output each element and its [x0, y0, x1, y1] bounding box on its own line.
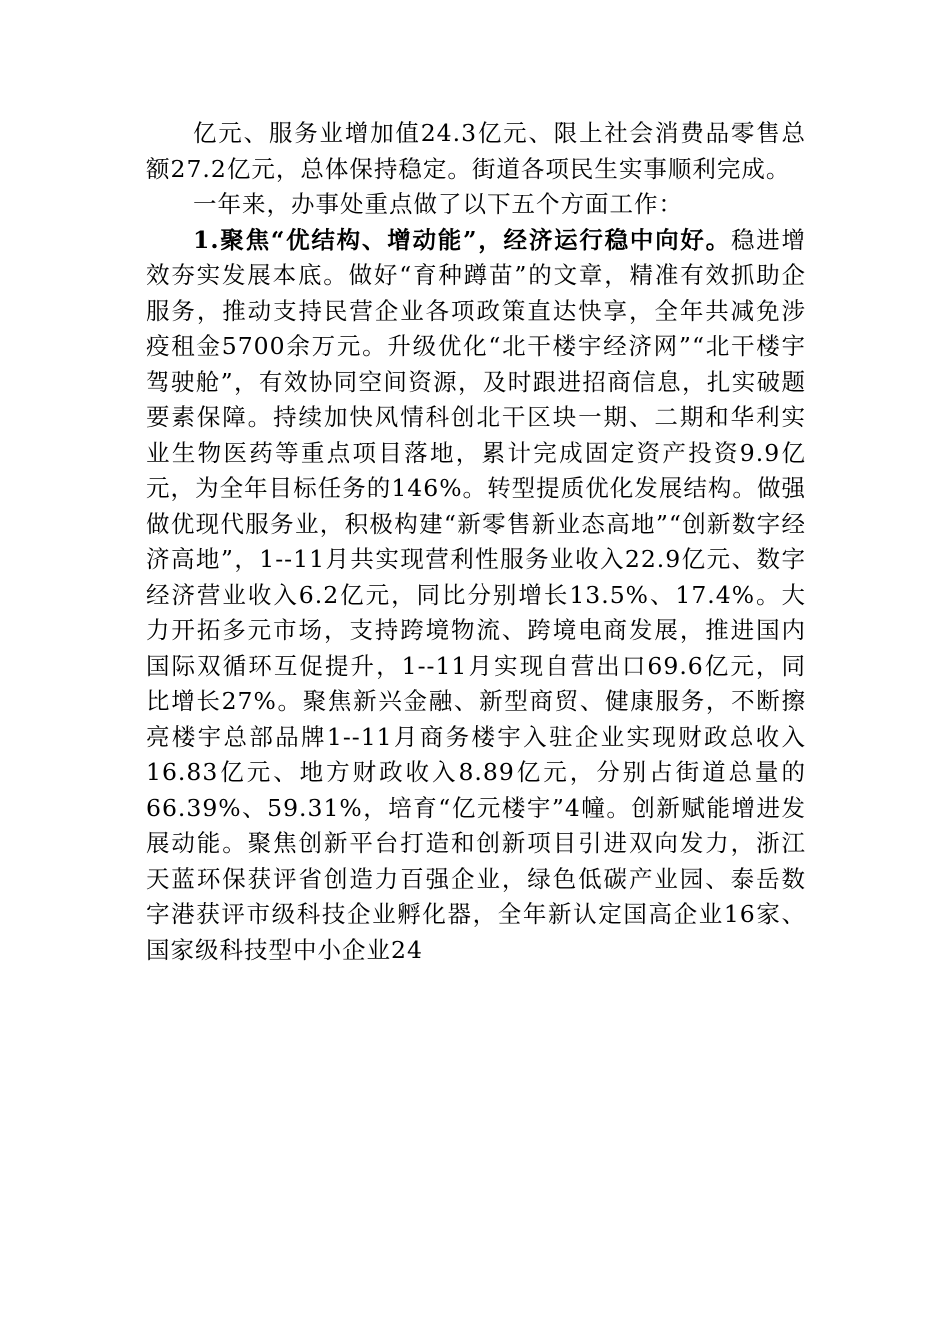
section-heading: 1.聚焦“优结构、增动能”，经济运行稳中向好。 [193, 225, 731, 254]
paragraph-1 [146, 116, 806, 187]
paragraph-2 [146, 187, 806, 223]
paragraph-3 [146, 223, 806, 969]
paragraph-1-text: 亿元、服务业增加值24.3亿元、限上社会消费品零售总额27.2亿元，总体保持稳定。街道各项民生实事顺利完成。 [146, 119, 806, 183]
document-body [146, 116, 806, 968]
paragraph-3-text: 稳进增效夯实发展本底。做好“育种蹲苗”的文章，精准有效抓助企服务，推动支持民营企业各项政策直达快享，全年共减免涉疫租金5700余万元。升级优化“北干楼宇经济网”“北干楼宇驾驶舱”，有效协同空间资源，及时跟进招商信息，扎实破题要素保障。持续加快风情科创北干区块一期、二期和华利实业生物医药等重点项目落地，累计完成固定资产投资9.9亿元，为全年目标任务的146%。转型提质优化发展结构。做强做优现代服务业，积极构建“新零售新业态高地”“创新数字经济高地”，1--11月共实现营利性服务业收入22.9亿元、数字经济营业收入6.2亿元，同比分别增长13.5%、17.4%。大力开拓多元市场，支持跨境物流、跨境电商发展，推进国内国际双循环互促提升，1--11月实现自营出口69.6亿元，同比增长27%。聚焦新兴金融、新型商贸、健康服务，不断擦亮楼宇总部品牌1--11月商务楼宇入驻企业实现财政总收入16.83亿元、地方财政收入8.89亿元，分别占街道总量的66.39%、59.31%，培育“亿元楼宇”4幢。创新赋能增进发展动能。聚焦创新平台打造和创新项目引进双向发力，浙江天蓝环保获评省创造力百强企业，绿色低碳产业园、泰岳数字港获评市级科技企业孵化器，全年新认定国高企业16家、国家级科技型中小企业24 [146, 225, 807, 964]
paragraph-2-text: 一年来，办事处重点做了以下五个方面工作： [193, 190, 683, 218]
